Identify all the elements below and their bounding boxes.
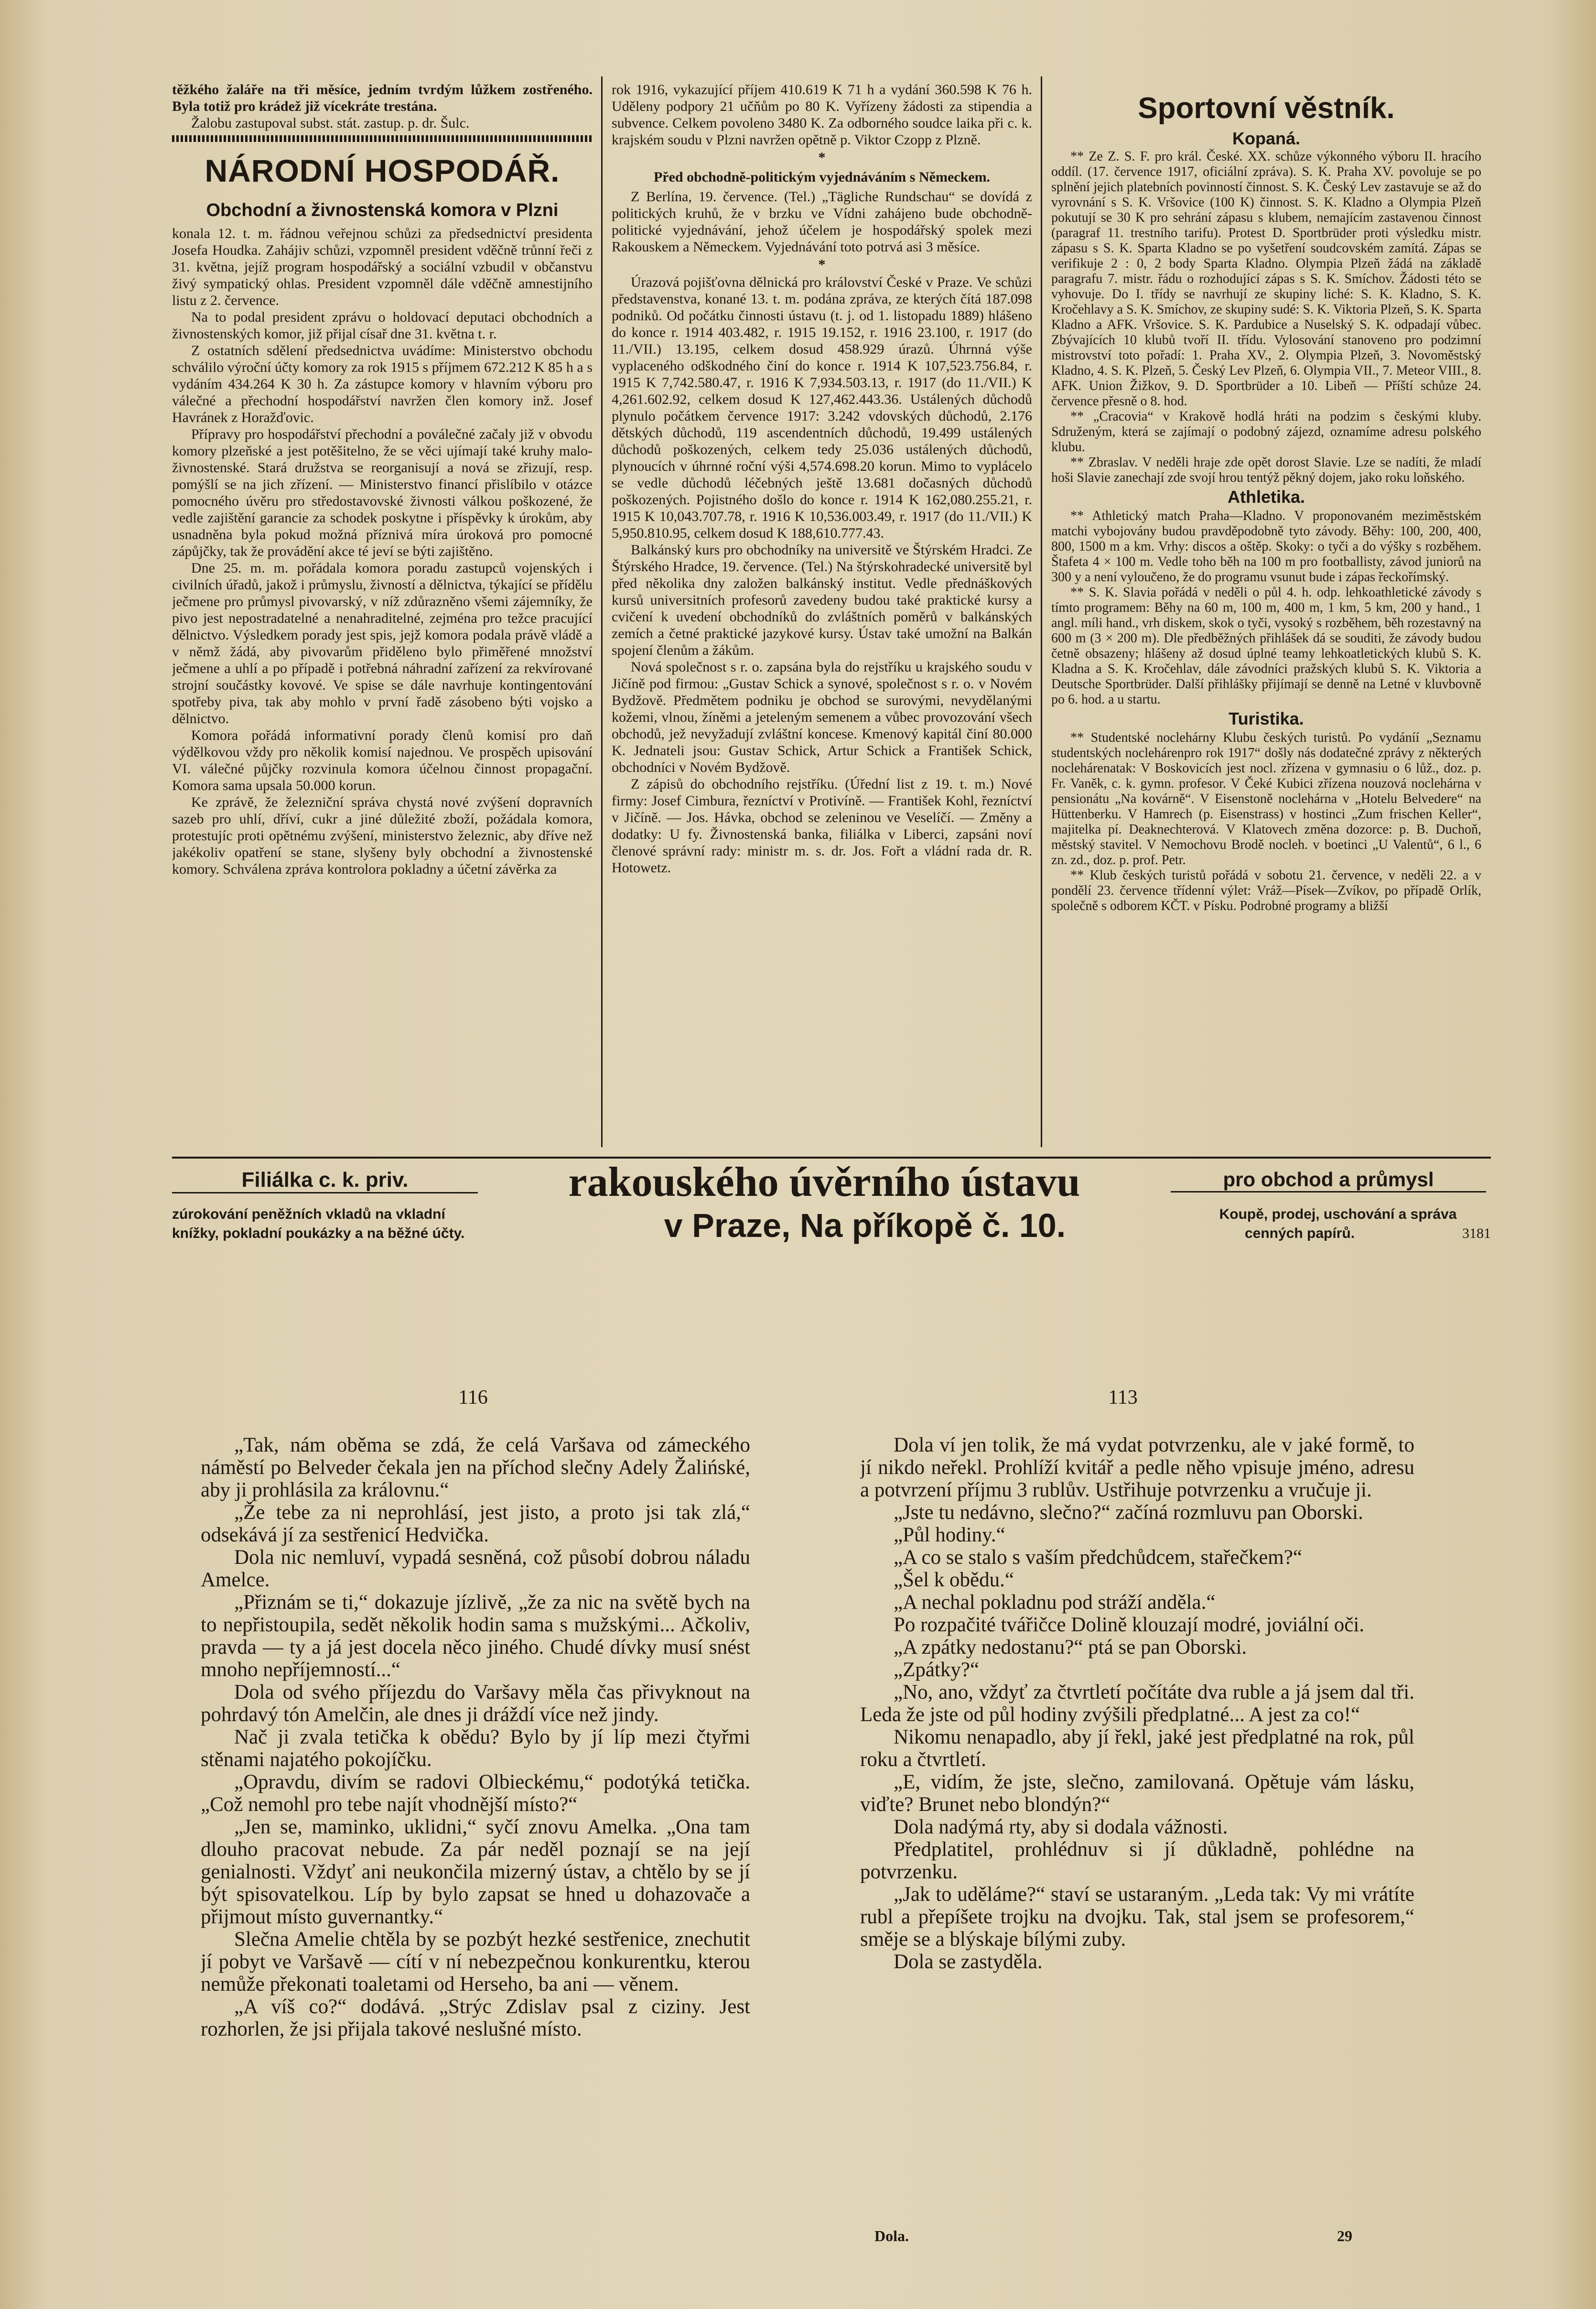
court-report-prosecutor: Žalobu zastupoval subst. stát. zastup. p. dr. Šulc. [191,115,470,131]
column-national-economy [172,81,593,1152]
chamber-paragraph-3: Z ostatních sdělení předsednictva uvádíme: Ministerstvo obchodu schválilo výroční účty komory za rok 1915 s příjmem 672.212 K 85 h a s vydáním 434.264 K 30 h. Za zástupce komory v hlavním výboru pro válečné a přechodní hospodářství navržen člen komory inž. Josef Havránek z Horažďovic. [172,343,593,425]
economy-paragraph-4: Balkánský kurs pro obchodníky na universitě ve Štýrském Hradci. Ze Štýrského Hradce, 19. července. (Tel.) Na štýrskohradecké universitě byl před několika dny založen balkánský institut. Vedle přednáškových kursů universitních profesorů zavedeny budou také praktické kursy a cvičení k uvedení obchodníků do zvláštních poměrů v balkánských zemích a četné praktické jazykové kursy. Ústav také umožní na Balkán spojení členům a žákům. [612,542,1032,658]
left-paragraph: „Tak, nám oběma se zdá, že celá Varšava od zámeckého náměstí po Belveder čekala jen na příchod slečny Adely Žalińské, aby ji prohlásila za královnu.“ [201,1434,750,1501]
right-paragraph: Dola ví jen tolik, že má vydat potvrzenku, ale v jaké formě, to jí nikdo neřekl. Prohlíží kvitář a pedle něho vpisuje jméno, adresu a potvrzení příjmu 3 rublův. Ustřihuje potvrzenku a vručuje ji. [860,1434,1414,1501]
right-paragraph: Po rozpačité tvářičce Dolině klouzají modré, joviální oči. [894,1614,1365,1636]
chamber-paragraph-7: Ke zprávě, že železniční správa chystá nové zvýšení dopravních sazeb pro uhlí, dříví, cukr a jiné důležité zboží, požádala komora, protestujíc proti opětnému zvýšení, ministerstvo železnic, aby dříve než jakékoliv opatření se stane, slyšeny byly obchodní a živnostenské komory. Schválena zpráva kontrolora pokladny a účetní závěrka za [172,794,593,877]
right-paragraph: „Jste tu nedávno, slečno?“ začíná rozmluvu pan Oborski. [894,1501,1363,1524]
star-separator: * [818,150,826,165]
left-paragraph: Dola nic nemluví, vypadá sesněná, což působí dobrou náladu Amelce. [201,1546,750,1591]
economy-paragraph-3: Úrazová pojišťovna dělnická pro království České v Praze. Ve schůzi představenstva, konané 13. t. m. podána zpráva, ze kterých čítá 187.098 podniků. Od počátku činnosti ústavu (t. j. od 1. listopadu 1889) hlášeno do konce r. 1914 403.482, r. 1915 19.152, r. 1916 23.100, r. 1917 (do 11./VII.) 13.195, celkem dosud 458.929 úrazů. Úhrnná výše vyplaceného odškodného činí do konce r. 1914 K 107,523.756.84, r. 1915 K 7,742.580.47, r. 1916 K 7,934.503.13, r. 1917 (do 11./VII.) K 4,261.602.92, celkem dosud K 127,462.443.36. Ustálených důchodů plynulo počátkem července 1917: 3.242 vdovských důchodů, 2.176 dětských důchodů, 119 ascendentních důchodů, 19.499 ustálených důchodů poškozených, celkem tedy 25.036 ustálených důchodů, plynoucích v úhrnné roční výši 4,574.698.20 korun. Mimo to vyplácelo se vedle důchodů léčebných ještě 13.681 dočasných důchodů poškozených. Pojistného došlo do konce r. 1914 K 162,080.255.21, r. 1915 K 10,043.707.78, r. 1916 K 10,536.003.49, r. 1917 (do 11./VII.) K 5,950.810.95, celkem dosud K 188,610.777.43. [612,274,1032,541]
sport-paragraph-6: ** Studentské noclehárny Klubu českých turistů. Po vydáníí „Seznamu studentských noclehárenpro rok 1917“ došly nás dodatečné zprávy z některých noclehárenatak: V Boskovicích jest nocl. zřízena v gymnasiu o 6 lůž., doz. p. Fr. Vaněk, c. k. gymn. profesor. V Čeké Kubici zřízena nouzová noclehárna v pensionátu „Na kovárně“. V Eisenstoně noclehárna v „Hotelu Belvedere“ na Hüttenberku. V Hamrech (p. Eisenstrass) v hostinci „Zum frischen Keller“, majitelka pí. Deaknechterová. V Klatovech změna dozorce: p. B. Duchoň, městský stavitel. V Nemochovu Brodě nocleh. v boetinci „U Valentů“, 6 l., 6 zn. zd., doz. p. prof. Petr. [1051,730,1481,867]
chamber-paragraph-6: Komora pořádá informativní porady členů komisí pro daň výdělkovou vždy pro několik komisí najednou. Ve prospěch upisování VI. válečné půjčky rozvinula komora účelnou činnost propagační. Komora sama upsala 50.000 korun. [172,727,593,793]
sport-paragraph-1: ** Ze Z. S. F. pro král. České. XX. schůze výkonného výboru II. hracího oddíl. (17. července 1917, oficiální zpráva). S. K. Praha XV. povoluje se po splnění jejich platebních povinností činnost. S. K. Český Lev zastavuje se až do vyrovnání s S. K. Vršovice (100 K) činnost. S. K. Kladno a Olympia Plzeň pokutují se 30 K pro sehrání zápasu s klubem, nemajícím zastavenou činnost (paragraf 11. trestního tarifu). Protest D. Sportbrüder proti výsledku mistr. zápasu s S. K. Sparta Kladno se po vyšetření soudcovském zamítá. Zápas se verifikuje 2 : 0, 2 body Sparta Kladno. Olympia Plzeň žádá na základě paragrafu 7. mistr. řádu o rozhodující zápas s S. K. Smíchov. Žádosti této se vyhovuje. Do I. třídy se navrhují ze skupiny liché: S. K. Kladno, S. K. Kročehlavy a S. K. Smíchov, ze skupiny sudé: S. K. Viktoria Plzeň, S. K. Sparta Kladno a AFK. Vršovice. S. K. Pardubice a Nuselský S. K. odpadají vůbec. Zbývajících 10 klubů tvoří II. třídu. Vylosování stanoveno pro podzimní mistrovství toto pořadí: 1. Praha XV., 2. Olympia Plzeň, 3. Novoměstský Kladno, 4. S. K. Plzeň, 5. Český Lev Plzeň, 6. Olympia VII., 7. Meteor VIII., 8. AFK. Union Žižkov, 9. D. Sportbrüder a 10. Libeň — Příští schůze 24. července přesně o 8. hod. [1051,149,1481,409]
left-paragraph: „A víš co?“ dodává. „Strýc Zdislav psal z ciziny. Jest rozhorlen, že jsi přijala takové neslušné místo. [201,1995,750,2040]
left-paragraph: Slečna Amelie chtěla by se pozbýt hezké sestřenice, znechutit jí pobyt ve Varšavě — cítí v ní nebezpečnou konkurentku, kterou nemůže překonati toaletami od Herseho, ba ani — věnem. [201,1928,750,1995]
chamber-paragraph-4: Přípravy pro hospodářství přechodní a poválečné začaly již v obvodu komory plzeňské a jest potěšitelno, že se věci ujímají také kruhy malo-živnostenské. Stará družstva se reorganisují a nová se zřizují, resp. pomýšlí se na jich zřízení. — Ministerstvo financí přislíbilo v otázce pomocného úvěru pro středostavovské živnosti válkou poškozené, že vedle zajištění garancie za schodek poskytne i příspěvky k úrokům, aby usnadněna byla pokud možná příznivá míra úroková pro pomocné zápůjčky, tak že provádění akce té jeví se býti zajištěno. [172,426,593,559]
chamber-paragraph-2: Na to podal president zprávu o holdovací deputaci obchodních a živnostenských komor, již přijal císař dne 31. května t. r. [172,309,593,342]
column-rule [1041,76,1042,1147]
right-page-text [860,1434,1414,2213]
bank-advertisement [172,1157,1491,1283]
left-page-number: 116 [458,1387,488,1409]
subhead-tourism: Turistika. [1229,709,1304,728]
economy-paragraph-1: rok 1916, vykazující příjem 410.619 K 71 h a vydání 360.598 K 76 h. Uděleny podpory 21 učňům po 80 K. Vyřízeny žádosti za stipendia a subvence. Celkem povoleno 3480 K. Za odborného soudce laika při c. k. krajském soudu v Plzni navržen opětně p. Viktor Czopp z Plzně. [612,82,1032,148]
ad-right-line-1: Koupě, prodej, uschování a správa [1219,1206,1457,1222]
ad-center-address: v Praze, Na příkopě č. 10. [664,1207,1066,1244]
column-economy-news [612,81,1032,1152]
ad-left-line-2: knížky, pokladní poukázky a na běžné účty. [172,1225,465,1241]
left-page-text [201,1434,750,2275]
left-paragraph: Nač ji zvala tetička k obědu? Bylo by jí líp mezi čtyřmi stěnami najatého pokojíčku. [201,1726,750,1771]
economy-paragraph-2: Z Berlína, 19. července. (Tel.) „Tägliche Rundschau“ se dovídá z politických kruhů, že v brzku ve Vídni zahájeno bude obchodně-politické vyjednávání, jehož účelem je hospodářský spolek mezi Rakouskem a Německem. Vyjednávání toto potrvá asi 3 měsíce. [612,189,1032,255]
right-paragraph: „Šel k obědu.“ [894,1569,1014,1591]
sport-paragraph-2: ** „Cracovia“ v Krakově hodlá hráti na podzim s českými kluby. Sdruženým, která se zajímají o podobný zájezd, oznamíme adresu polského klubu. [1051,409,1481,455]
right-paragraph: Nikomu nenapadlo, aby jí řekl, jaké jest předplatné na rok, půl roku a čtvrtletí. [860,1726,1414,1771]
star-separator: * [818,257,826,272]
ad-main-title: rakouského úvěrního ústavu [568,1159,1080,1205]
headline-trade-negotiations: Před obchodně-politickým vyjednáváním s Německem. [653,169,991,185]
newspaper-clipping [162,67,1500,1300]
left-paragraph: „Že tebe za ni neprohlásí, jest jisto, a proto jsi tak zlá,“ odsekává jí za sestřenicí Hedvička. [201,1501,750,1546]
ad-left-line-1: zúrokování peněžních vkladů na vkladní [172,1206,445,1222]
right-paragraph: Dola nadýmá rty, aby si dodala vážnosti. [894,1816,1228,1838]
chamber-paragraph-1: konala 12. t. m. řádnou veřejnou schůzi za předsednictví presidenta Josefa Houdka. Zahájiv schůzi, vzpomněl president vděčně trůnní řeči z 31. května, jejíž program hospodářský a sociální vzbudil v občanstvu živý sympatický ohlas. President vzpomněl dále vděčně amnestijního listu z 2. července. [172,226,593,308]
economy-paragraph-5: Nová společnost s r. o. zapsána byla do rejstříku u krajského soudu v Jičíně pod firmou: „Gustav Schick a synové, společnost s r. o. v Novém Bydžově. Předmětem podniku je obchod se surovými, nevydělanými kožemi, vlnou, žíněmi a jeteleným semenem a vůbec provozování všech obchodů, jež nevyžadují zvláštní koncese. Kmenový kapitál činí 80.000 K. Jednateli jsou: Gustav Schick, Artur Schick a František Schick, obchodníci v Novém Bydžově. [612,659,1032,775]
right-paragraph: „No, ano, vždyť za čtvrtletí počítáte dva ruble a já jsem dal tři. Leda že jste od půl hodiny zvýšili předplatné... A jest za co!“ [860,1681,1414,1726]
dotted-divider [172,135,593,142]
section-title-national-economy: NÁRODNÍ HOSPODÁŘ. [205,153,560,188]
right-paragraph: „A nechal pokladnu pod stráží anděla.“ [894,1591,1216,1614]
sport-paragraph-3: ** Zbraslav. V neděli hraje zde opět dorost Slavie. Lze se nadíti, že mladí hoši Slavie zanechají zde svojí hrou tentýž pěkný dojem, jako roku loňského. [1051,455,1481,485]
column-sport [1051,81,1481,1152]
sport-paragraph-7: ** Klub českých turistů pořádá v sobotu 21. července, v neděli 22. a v pondělí 23. července třídenní výlet: Vráž—Písek—Zvíkov, po případě Orlík, společně s odborem KČT. v Písku. Podrobné programy a bližší [1051,868,1481,913]
ad-right-line-2: cenných papírů. [1244,1225,1355,1241]
sport-section-title: Sportovní věstník. [1138,92,1395,125]
left-paragraph: „Opravdu, divím se radovi Olbieckému,“ podotýká tetička. „Což nemohl pro tebe najít vhodnější místo?“ [201,1771,750,1816]
right-paragraph: Dola se zastyděla. [894,1951,1043,1973]
sport-paragraph-5: ** S. K. Slavia pořádá v neděli o půl 4. h. odp. lehkoathletické závody s tímto programem: Běhy na 60 m, 100 m, 400 m, 1 km, 5 km, 200 y hand., 1 angl. míli hand., vrh diskem, skok o tyči, vysoký s rozběhem, běh rozestavný na 600 m (3 × 200 m). Dle předběžných přihlášek dá se souditi, že závody budou četně obsazeny; hlášeny až dosud úplné teamy lehkoatletických klubů S. K. Kladna a S. K. Kročehlav, dále závodníci pražských klubů S. K. Viktoria a Deutsche Sportbrüder. Další přihlášky přijímají se denně na Letné v kluvbovně po 6. hod. a u startu. [1051,585,1481,707]
left-paragraph: Dola od svého příjezdu do Varšavy měla čas přivyknout na pohrdavý tón Amelčin, ale dnes ji dráždí více než jindy. [201,1681,750,1726]
right-paragraph: „Jak to uděláme?“ staví se ustaraným. „Leda tak: Vy mi vrátíte rubl a přepíšete trojku na dvojku. Tak, stal jsem se profesorem,“ směje se a blýskaje bílými zuby. [860,1883,1414,1951]
left-paragraph: „Jen se, maminko, uklidni,“ syčí znovu Amelka. „Ona tam dlouho pracovat nebude. Za pár neděl poznají se na její genialnosti. Vždyť ani neukončila mizerný ústav, a chtělo by se jí být spisovatelkou. Líp by bylo zapsat se hned u dohazovače a přijmout místo guvernantky.“ [201,1816,750,1928]
ad-number: 3181 [1462,1225,1491,1241]
right-page-signature-mark: 29 [1337,2227,1352,2244]
right-paragraph: „A co se stalo s vaším předchůdcem, stařečkem?“ [894,1546,1302,1569]
right-paragraph: „E, vidím, že jste, slečno, zamilovaná. Opětuje vám lásku, viďte? Brunet nebo blondýn?“ [860,1771,1414,1816]
sport-paragraph-4: ** Athletický match Praha—Kladno. V proponovaném meziměstském matchi vybojovány budou pravděpodobně tyto závody. Běhy: 100, 200, 400, 800, 1500 m a km. Vrhy: discos a oštěp. Skoky: o tyči a do výšky s rozběhem. Štafeta 4 × 100 m. Vedle toho běh na 100 m pro footballisty, závod juniorů na 300 y a není vyloučeno, že do programu vsunut bude i zápas řeckořímský. [1051,509,1481,585]
right-paragraph: „Půl hodiny.“ [894,1524,1005,1546]
right-page-number: 113 [1108,1387,1138,1409]
column-rule [601,76,603,1147]
right-paragraph: „Zpátky?“ [894,1659,980,1681]
right-paragraph: Předplatitel, prohlédnuv si jí důkladně, pohlédne na potvrzenku. [860,1838,1414,1883]
subhead-athletics: Athletika. [1227,487,1305,507]
ad-left-small: Filiálka c. k. priv. [172,1168,478,1193]
book-spread [158,1338,1457,2285]
chamber-paragraph-5: Dne 25. m. m. pořádala komora poradu zastupců vojenských i civilních úřadů, jakož i průmyslu, živností a dělnictva, týkající se přídělu ječmene pro průmysl pivovarský, v níž zdůrazněno všemi zájemníky, že pivo jest nepostradatelné a nenahraditelné, zejména pro težce pracující dělnictvo. Výsledkem porady jest spis, jejž komora podala právě vládě a v němž žádá, aby pivovarům přiděleno bylo přiměřené množství ječmene a uhlí a po případě i potřebná náhradní zařízení za rekvírované strojní součástky kovové. Ve spise se dále navrhuje kontingentování spotřeby piva, tak aby mohlo v první řadě zásobeno býti vojsko a dělnictvo. [172,560,593,726]
right-page-footer-title: Dola. [874,2227,909,2244]
article-title-chamber: Obchodní a živnostenská komora v Plzni [206,200,559,220]
left-paragraph: „Přiznám se ti,“ dokazuje jízlivě, „že za nic na světě bych na to nepřistoupila, sedět několik hodin sama s mužskými... Ačkoliv, pravda — ty a já jest docela něco jiného. Chudé dívky musí snést mnoho nepříjemností...“ [201,1591,750,1681]
court-report-intro: těžkého žaláře na tři měsíce, jedním tvrdým lůžkem zostřeného. Byla totiž pro krádež již vícekráte trestána. [172,82,593,114]
subhead-football: Kopaná. [1232,129,1300,148]
economy-paragraph-6: Z zápisů do obchodního rejstříku. (Úřední list z 19. t. m.) Nové firmy: Josef Cimbura, řezníctví v Protivíně. — František Kohl, řezníctví v Jičíně. — Jos. Hávka, obchod se zeleninou ve Veselíčí. — Změny a dodatky: U fy. Živnostenská banka, filiálka v Liberci, zapsáni noví členové správní rady: ministr m. s. dr. Jos. Fořt a vládní rada dr. R. Hotowetz. [612,776,1032,876]
ad-right-small: pro obchod a průmysl [1171,1168,1486,1192]
right-paragraph: „A zpátky nedostanu?“ ptá se pan Oborski. [894,1636,1247,1659]
